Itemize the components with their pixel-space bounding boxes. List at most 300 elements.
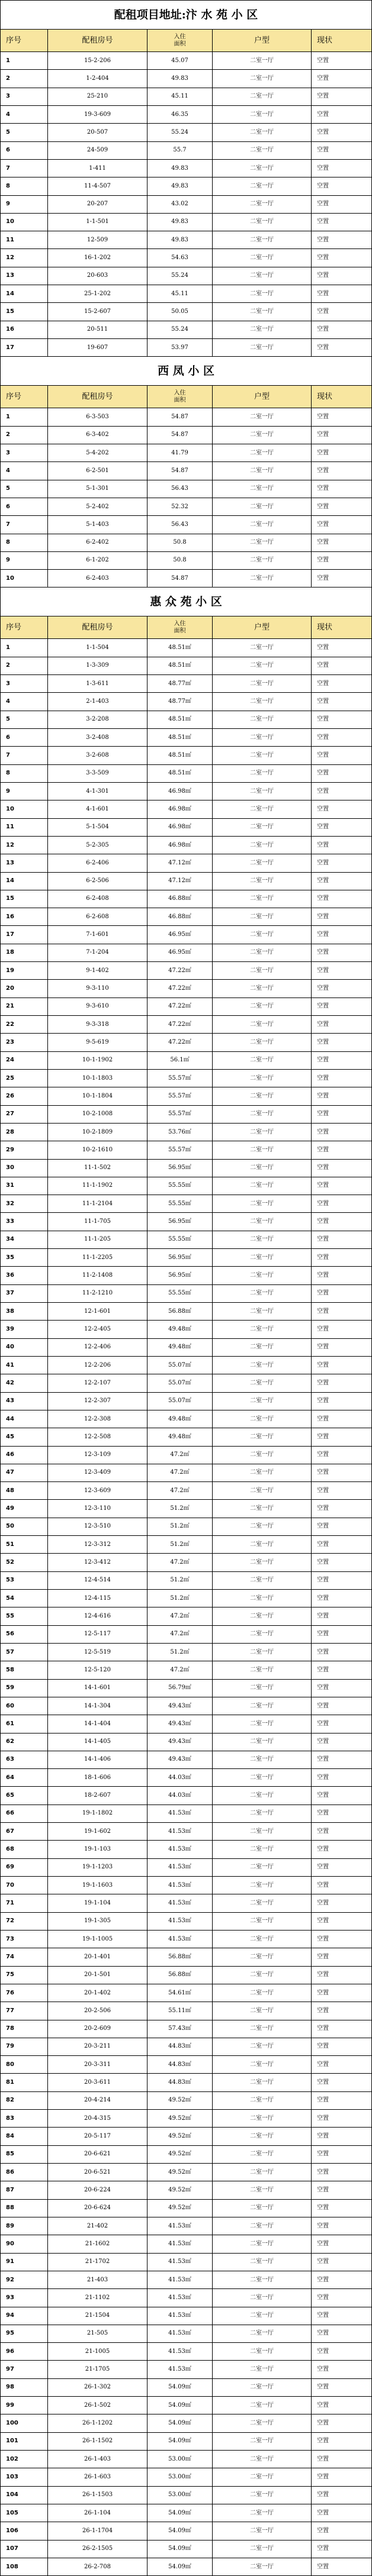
table-row xyxy=(1,195,372,213)
cell-type: 二室一厅 xyxy=(213,639,312,657)
cell-area: 48.51㎡ xyxy=(147,764,213,782)
cell-room: 11-1-2104 xyxy=(48,1195,147,1213)
cell-area: 56.95㎡ xyxy=(147,1267,213,1284)
cell-area: 47.12㎡ xyxy=(147,872,213,890)
cell-status: 空置 xyxy=(312,1930,372,1948)
cell-area: 55.24 xyxy=(147,267,213,285)
cell-area: 44.83㎡ xyxy=(147,2038,213,2055)
cell-status: 空置 xyxy=(312,1805,372,1822)
cell-room: 11-1-705 xyxy=(48,1213,147,1231)
cell-no: 84 xyxy=(1,2128,48,2145)
cell-area: 54.87 xyxy=(147,426,213,444)
cell-no: 59 xyxy=(1,1679,48,1697)
cell-no: 3 xyxy=(1,88,48,105)
cell-status: 空置 xyxy=(312,1177,372,1195)
cell-type: 二室一厅 xyxy=(213,1858,312,1876)
cell-status: 空置 xyxy=(312,1195,372,1213)
cell-area: 41.53㎡ xyxy=(147,2307,213,2325)
section-title: 惠 众 苑 小 区 xyxy=(1,587,372,616)
cell-no: 63 xyxy=(1,1751,48,1768)
cell-area: 49.43㎡ xyxy=(147,1751,213,1768)
table-row xyxy=(1,1213,372,1231)
cell-room: 21-1005 xyxy=(48,2343,147,2361)
cell-status: 空置 xyxy=(312,675,372,693)
cell-type: 二室一厅 xyxy=(213,1105,312,1123)
cell-type: 二室一厅 xyxy=(213,1356,312,1374)
cell-room: 9-3-318 xyxy=(48,1016,147,1034)
cell-area: 45.07 xyxy=(147,52,213,70)
cell-room: 19-1-1203 xyxy=(48,1858,147,1876)
cell-area: 47.22㎡ xyxy=(147,1034,213,1051)
cell-room: 20-603 xyxy=(48,267,147,285)
cell-type: 二室一厅 xyxy=(213,285,312,303)
table-row xyxy=(1,267,372,285)
cell-status: 空置 xyxy=(312,1303,372,1321)
cell-no: 6 xyxy=(1,498,48,515)
cell-area: 47.2㎡ xyxy=(147,1625,213,1643)
cell-status: 空置 xyxy=(312,962,372,980)
cell-room: 12-3-510 xyxy=(48,1518,147,1535)
cell-no: 9 xyxy=(1,782,48,800)
cell-area: 43.02 xyxy=(147,195,213,213)
cell-status: 空置 xyxy=(312,2540,372,2558)
cell-status: 空置 xyxy=(312,1948,372,1966)
cell-room: 26-1-603 xyxy=(48,2468,147,2486)
cell-area: 46.35 xyxy=(147,105,213,123)
cell-room: 20-3-611 xyxy=(48,2074,147,2091)
cell-type: 二室一厅 xyxy=(213,1984,312,2002)
cell-area: 47.22㎡ xyxy=(147,962,213,980)
cell-status: 空置 xyxy=(312,747,372,764)
cell-room: 12-4-115 xyxy=(48,1590,147,1607)
cell-status: 空置 xyxy=(312,2235,372,2253)
cell-area: 54.09㎡ xyxy=(147,2378,213,2396)
cell-room: 20-4-315 xyxy=(48,2110,147,2128)
cell-type: 二室一厅 xyxy=(213,2110,312,2128)
cell-type: 二室一厅 xyxy=(213,2038,312,2055)
cell-status: 空置 xyxy=(312,1679,372,1697)
cell-status: 空置 xyxy=(312,462,372,480)
cell-no: 24 xyxy=(1,1051,48,1069)
cell-status: 空置 xyxy=(312,480,372,498)
table-row xyxy=(1,2271,372,2288)
cell-area: 41.79 xyxy=(147,444,213,461)
cell-no: 8 xyxy=(1,764,48,782)
cell-room: 11-1-2205 xyxy=(48,1249,147,1267)
table-row xyxy=(1,1858,372,1876)
cell-type: 二室一厅 xyxy=(213,782,312,800)
cell-room: 19-607 xyxy=(48,339,147,357)
cell-status: 空置 xyxy=(312,908,372,926)
cell-type: 二室一厅 xyxy=(213,1213,312,1231)
cell-status: 空置 xyxy=(312,693,372,711)
cell-no: 80 xyxy=(1,2056,48,2074)
cell-area: 53.97 xyxy=(147,339,213,357)
cell-type: 二室一厅 xyxy=(213,1392,312,1410)
cell-room: 12-3-109 xyxy=(48,1446,147,1464)
cell-room: 26-1-104 xyxy=(48,2504,147,2522)
cell-type: 二室一厅 xyxy=(213,1482,312,1500)
cell-no: 21 xyxy=(1,998,48,1015)
cell-type: 二室一厅 xyxy=(213,1249,312,1267)
cell-status: 空置 xyxy=(312,2343,372,2361)
table-row xyxy=(1,926,372,944)
cell-status: 空置 xyxy=(312,711,372,728)
cell-room: 21-1102 xyxy=(48,2289,147,2307)
cell-type: 二室一厅 xyxy=(213,2253,312,2271)
cell-status: 空置 xyxy=(312,551,372,569)
table-row xyxy=(1,1500,372,1518)
table-row xyxy=(1,285,372,303)
table-row xyxy=(1,1697,372,1715)
cell-room: 12-2-508 xyxy=(48,1428,147,1446)
table-row xyxy=(1,2091,372,2109)
cell-room: 26-1-302 xyxy=(48,2378,147,2396)
cell-no: 99 xyxy=(1,2397,48,2414)
cell-status: 空置 xyxy=(312,1894,372,1912)
cell-room: 10-2-1809 xyxy=(48,1123,147,1141)
table-row xyxy=(1,2289,372,2307)
cell-room: 3-3-509 xyxy=(48,764,147,782)
cell-room: 2-1-403 xyxy=(48,693,147,711)
cell-status: 空置 xyxy=(312,1321,372,1338)
cell-area: 50.8 xyxy=(147,551,213,569)
cell-area: 55.57㎡ xyxy=(147,1069,213,1087)
cell-type: 二室一厅 xyxy=(213,693,312,711)
table-row xyxy=(1,1948,372,1966)
cell-status: 空置 xyxy=(312,339,372,357)
cell-room: 26-1-1704 xyxy=(48,2522,147,2540)
cell-no: 5 xyxy=(1,480,48,498)
table-row xyxy=(1,1338,372,1356)
cell-status: 空置 xyxy=(312,782,372,800)
cell-type: 二室一厅 xyxy=(213,1087,312,1105)
cell-type: 二室一厅 xyxy=(213,426,312,444)
cell-no: 67 xyxy=(1,1823,48,1841)
cell-area: 53.00㎡ xyxy=(147,2486,213,2504)
cell-type: 二室一厅 xyxy=(213,2504,312,2522)
cell-no: 11 xyxy=(1,231,48,249)
cell-type: 二室一厅 xyxy=(213,2074,312,2091)
table-row xyxy=(1,1159,372,1177)
cell-area: 55.24 xyxy=(147,321,213,338)
cell-no: 41 xyxy=(1,1356,48,1374)
cell-no: 30 xyxy=(1,1159,48,1177)
cell-type: 二室一厅 xyxy=(213,1016,312,1034)
cell-no: 12 xyxy=(1,249,48,267)
section-title-row xyxy=(1,1,372,30)
cell-area: 41.53㎡ xyxy=(147,2253,213,2271)
cell-room: 21-402 xyxy=(48,2217,147,2235)
table-row xyxy=(1,105,372,123)
cell-no: 103 xyxy=(1,2468,48,2486)
cell-type: 二室一厅 xyxy=(213,1231,312,1248)
cell-status: 空置 xyxy=(312,1213,372,1231)
cell-no: 76 xyxy=(1,1984,48,2002)
cell-status: 空置 xyxy=(312,2378,372,2396)
cell-type: 二室一厅 xyxy=(213,908,312,926)
cell-room: 5-4-202 xyxy=(48,444,147,461)
cell-type: 二室一厅 xyxy=(213,321,312,338)
cell-area: 56.88㎡ xyxy=(147,1966,213,1984)
table-row xyxy=(1,1177,372,1195)
table-row xyxy=(1,480,372,498)
table-row xyxy=(1,2558,372,2575)
cell-room: 12-2-405 xyxy=(48,1321,147,1338)
cell-no: 66 xyxy=(1,1805,48,1822)
table-row xyxy=(1,1607,372,1625)
cell-room: 11-2-1408 xyxy=(48,1267,147,1284)
table-row xyxy=(1,639,372,657)
cell-status: 空置 xyxy=(312,1643,372,1661)
cell-room: 10-1-1902 xyxy=(48,1051,147,1069)
table-row xyxy=(1,764,372,782)
cell-status: 空置 xyxy=(312,1571,372,1589)
cell-area: 41.53㎡ xyxy=(147,2343,213,2361)
cell-area: 54.87 xyxy=(147,570,213,587)
cell-type: 二室一厅 xyxy=(213,177,312,195)
cell-status: 空置 xyxy=(312,1034,372,1051)
cell-type: 二室一厅 xyxy=(213,408,312,426)
cell-room: 11-2-1210 xyxy=(48,1284,147,1302)
section-title: 配租项目地址:汴 水 苑 小 区 xyxy=(1,1,372,30)
cell-area: 46.88㎡ xyxy=(147,908,213,926)
cell-type: 二室一厅 xyxy=(213,2181,312,2199)
cell-no: 27 xyxy=(1,1105,48,1123)
cell-type: 二室一厅 xyxy=(213,2414,312,2432)
cell-status: 空置 xyxy=(312,1249,372,1267)
cell-room: 12-3-110 xyxy=(48,1500,147,1518)
cell-status: 空置 xyxy=(312,836,372,854)
table-row xyxy=(1,1105,372,1123)
cell-type: 二室一厅 xyxy=(213,1428,312,1446)
table-row xyxy=(1,2486,372,2504)
table-row xyxy=(1,1069,372,1087)
table-row xyxy=(1,962,372,980)
cell-status: 空置 xyxy=(312,2181,372,2199)
column-header-row xyxy=(1,30,372,52)
table-row xyxy=(1,2020,372,2038)
cell-status: 空置 xyxy=(312,285,372,303)
cell-room: 12-4-514 xyxy=(48,1571,147,1589)
cell-status: 空置 xyxy=(312,88,372,105)
table-row xyxy=(1,303,372,321)
table-row xyxy=(1,462,372,480)
section-title: 西 凤 小 区 xyxy=(1,357,372,386)
cell-room: 19-1-1005 xyxy=(48,1930,147,1948)
table-row xyxy=(1,782,372,800)
cell-type: 二室一厅 xyxy=(213,1697,312,1715)
cell-no: 83 xyxy=(1,2110,48,2128)
table-row xyxy=(1,2343,372,2361)
cell-type: 二室一厅 xyxy=(213,818,312,836)
cell-type: 二室一厅 xyxy=(213,1787,312,1805)
cell-type: 二室一厅 xyxy=(213,1141,312,1159)
cell-no: 10 xyxy=(1,213,48,231)
cell-type: 二室一厅 xyxy=(213,141,312,159)
cell-status: 空置 xyxy=(312,944,372,961)
cell-no: 50 xyxy=(1,1518,48,1535)
cell-no: 104 xyxy=(1,2486,48,2504)
cell-status: 空置 xyxy=(312,1087,372,1105)
cell-status: 空置 xyxy=(312,764,372,782)
cell-status: 空置 xyxy=(312,321,372,338)
cell-type: 二室一厅 xyxy=(213,1374,312,1392)
cell-room: 20-1-401 xyxy=(48,1948,147,1966)
cell-room: 6-2-402 xyxy=(48,534,147,551)
cell-type: 二室一厅 xyxy=(213,2540,312,2558)
cell-area: 47.12㎡ xyxy=(147,854,213,872)
cell-room: 6-2-408 xyxy=(48,890,147,908)
cell-status: 空置 xyxy=(312,1858,372,1876)
table-row xyxy=(1,444,372,461)
cell-status: 空置 xyxy=(312,70,372,88)
cell-area: 41.53㎡ xyxy=(147,2361,213,2378)
cell-room: 14-1-601 xyxy=(48,1679,147,1697)
cell-type: 二室一厅 xyxy=(213,2002,312,2020)
cell-area: 53.00㎡ xyxy=(147,2451,213,2468)
cell-room: 9-3-610 xyxy=(48,998,147,1015)
table-row xyxy=(1,1446,372,1464)
cell-type: 二室一厅 xyxy=(213,926,312,944)
cell-room: 12-2-307 xyxy=(48,1392,147,1410)
table-row xyxy=(1,1894,372,1912)
table-row xyxy=(1,2540,372,2558)
table-row xyxy=(1,2432,372,2450)
cell-no: 57 xyxy=(1,1643,48,1661)
cell-area: 49.83 xyxy=(147,177,213,195)
cell-type: 二室一厅 xyxy=(213,1123,312,1141)
table-row xyxy=(1,872,372,890)
cell-no: 102 xyxy=(1,2451,48,2468)
cell-room: 20-1-402 xyxy=(48,1984,147,2002)
cell-type: 二室一厅 xyxy=(213,1159,312,1177)
cell-room: 11-1-1902 xyxy=(48,1177,147,1195)
cell-status: 空置 xyxy=(312,1733,372,1751)
cell-type: 二室一厅 xyxy=(213,1590,312,1607)
table-row xyxy=(1,1321,372,1338)
table-row xyxy=(1,711,372,728)
cell-no: 71 xyxy=(1,1894,48,1912)
cell-area: 46.98㎡ xyxy=(147,836,213,854)
cell-status: 空置 xyxy=(312,105,372,123)
cell-status: 空置 xyxy=(312,2038,372,2055)
cell-no: 31 xyxy=(1,1177,48,1195)
cell-no: 37 xyxy=(1,1284,48,1302)
table-row xyxy=(1,70,372,88)
cell-room: 26-1-502 xyxy=(48,2397,147,2414)
table-row xyxy=(1,944,372,961)
cell-status: 空置 xyxy=(312,1482,372,1500)
cell-room: 5-1-504 xyxy=(48,818,147,836)
cell-area: 56.95㎡ xyxy=(147,1213,213,1231)
cell-area: 44.83㎡ xyxy=(147,2056,213,2074)
cell-no: 55 xyxy=(1,1607,48,1625)
cell-no: 101 xyxy=(1,2432,48,2450)
cell-type: 二室一厅 xyxy=(213,534,312,551)
cell-area: 49.83 xyxy=(147,159,213,177)
cell-type: 二室一厅 xyxy=(213,998,312,1015)
cell-no: 42 xyxy=(1,1374,48,1392)
cell-area: 57.43㎡ xyxy=(147,2020,213,2038)
cell-no: 93 xyxy=(1,2289,48,2307)
header-type: 户型 xyxy=(213,616,312,639)
cell-no: 60 xyxy=(1,1697,48,1715)
cell-area: 51.2㎡ xyxy=(147,1500,213,1518)
cell-type: 二室一厅 xyxy=(213,2271,312,2288)
cell-type: 二室一厅 xyxy=(213,890,312,908)
cell-status: 空置 xyxy=(312,2253,372,2271)
cell-area: 49.52㎡ xyxy=(147,2128,213,2145)
cell-area: 54.87 xyxy=(147,462,213,480)
cell-area: 48.51㎡ xyxy=(147,747,213,764)
cell-no: 100 xyxy=(1,2414,48,2432)
cell-status: 空置 xyxy=(312,2289,372,2307)
cell-area: 51.2㎡ xyxy=(147,1590,213,1607)
cell-type: 二室一厅 xyxy=(213,2020,312,2038)
table-row xyxy=(1,213,372,231)
cell-status: 空置 xyxy=(312,426,372,444)
table-row xyxy=(1,1966,372,1984)
cell-area: 50.05 xyxy=(147,303,213,321)
cell-room: 12-3-409 xyxy=(48,1464,147,1481)
header-room: 配租房号 xyxy=(48,30,147,52)
cell-room: 12-2-308 xyxy=(48,1410,147,1428)
cell-no: 29 xyxy=(1,1141,48,1159)
cell-type: 二室一厅 xyxy=(213,2199,312,2217)
cell-status: 空置 xyxy=(312,657,372,674)
cell-room: 21-505 xyxy=(48,2325,147,2342)
table-row xyxy=(1,2414,372,2432)
cell-status: 空置 xyxy=(312,818,372,836)
cell-no: 96 xyxy=(1,2343,48,2361)
table-row xyxy=(1,534,372,551)
cell-area: 48.51㎡ xyxy=(147,729,213,747)
cell-area: 48.77㎡ xyxy=(147,675,213,693)
cell-status: 空置 xyxy=(312,303,372,321)
cell-room: 4-1-601 xyxy=(48,800,147,818)
table-row xyxy=(1,2128,372,2145)
cell-status: 空置 xyxy=(312,1661,372,1679)
header-room: 配租房号 xyxy=(48,616,147,639)
cell-status: 空置 xyxy=(312,1877,372,1894)
table-row xyxy=(1,2181,372,2199)
cell-status: 空置 xyxy=(312,195,372,213)
cell-no: 65 xyxy=(1,1787,48,1805)
cell-status: 空置 xyxy=(312,1267,372,1284)
cell-no: 70 xyxy=(1,1877,48,1894)
cell-area: 41.53㎡ xyxy=(147,2325,213,2342)
cell-room: 21-403 xyxy=(48,2271,147,2288)
header-area: 入住 面积 xyxy=(147,616,213,639)
table-row xyxy=(1,498,372,515)
cell-no: 108 xyxy=(1,2558,48,2575)
table-row xyxy=(1,657,372,674)
cell-type: 二室一厅 xyxy=(213,88,312,105)
cell-no: 43 xyxy=(1,1392,48,1410)
cell-type: 二室一厅 xyxy=(213,1877,312,1894)
header-status: 现状 xyxy=(312,386,372,408)
cell-type: 二室一厅 xyxy=(213,2468,312,2486)
cell-area: 49.48㎡ xyxy=(147,1428,213,1446)
table-row xyxy=(1,2504,372,2522)
cell-no: 75 xyxy=(1,1966,48,1984)
cell-room: 3-2-408 xyxy=(48,729,147,747)
cell-type: 二室一厅 xyxy=(213,2145,312,2163)
cell-area: 49.52㎡ xyxy=(147,2164,213,2181)
cell-type: 二室一厅 xyxy=(213,516,312,534)
cell-no: 88 xyxy=(1,2199,48,2217)
